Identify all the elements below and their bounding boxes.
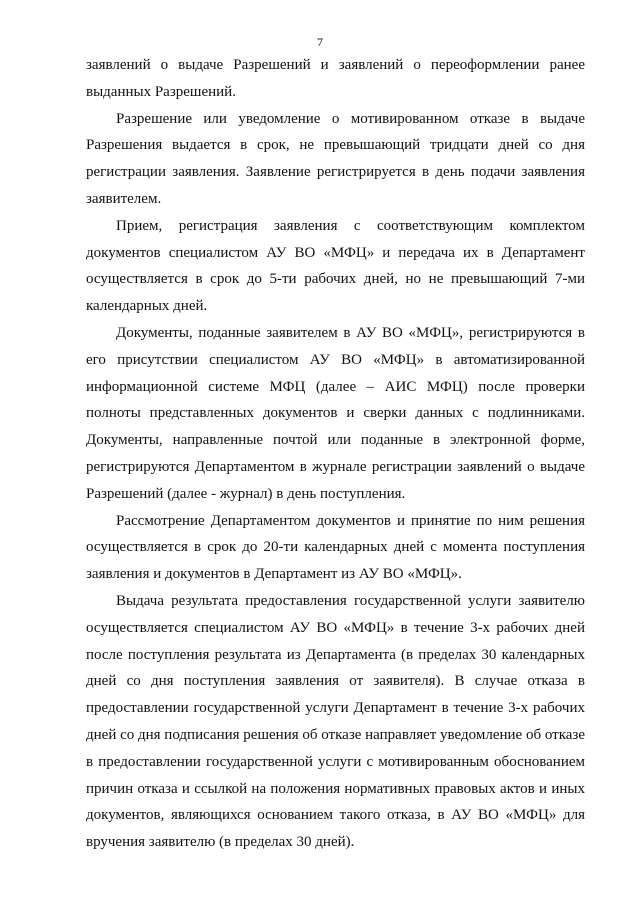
paragraph-document-registration: Документы, поданные заявителем в АУ ВО «МФЦ», регистрируются в его присутствии специалистом АУ ВО «МФЦ» в автоматизированной информационной системе МФЦ (далее – АИС МФЦ) после проверки полноты представленных документов и сверки данных с подлинниками. Документы, направленные почтой или поданные в электронной форме, регистрируются Департаментом в журнале регистрации заявлений о выдаче Разрешений (далее - журнал) в день поступления.: [86, 324, 585, 502]
paragraph-application-intake: Прием, регистрация заявления с соответствующим комплектом документов специалистом АУ ВО «МФЦ» и передача их в Департамент осуществляется в срок до 5-ти рабочих дней, но не превышающий 7-ми календарных дней.: [86, 217, 585, 315]
paragraph-department-review: Рассмотрение Департаментом документов и принятие по ним решения осуществляется в срок до 20-ти календарных дней с момента поступления заявления и документов в Департамент из АУ ВО «МФЦ».: [86, 512, 585, 583]
paragraph-continuation: заявлений о выдаче Разрешений и заявлений о переоформлении ранее выданных Разрешений.: [86, 57, 585, 100]
paragraph-permit-issue-term: Разрешение или уведомление о мотивированном отказе в выдаче Разрешения выдается в срок, не превышающий тридцати дней со дня регистрации заявления. Заявление регистрируется в день подачи заявления заявителем.: [86, 110, 585, 207]
document-body: [86, 52, 585, 856]
paragraph-result-delivery: Выдача результата предоставления государственной услуги заявителю осуществляется специалистом АУ ВО «МФЦ» в течение 3-х рабочих дней после поступления результата из Департамента (в пределах 30 календарных дней со дня поступления заявления от заявителя). В случае отказа в предоставлении государственной услуги Департамент в течение 3-х рабочих дней со дня подписания решения об отказе направляет уведомление об отказе в предоставлении государственной услуги с мотивированным обоснованием причин отказа и ссылкой на положения нормативных правовых актов и иных документов, являющихся основанием такого отказа, в АУ ВО «МФЦ» для вручения заявителю (в пределах 30 дней).: [86, 592, 585, 851]
page-number: 7: [317, 35, 323, 49]
